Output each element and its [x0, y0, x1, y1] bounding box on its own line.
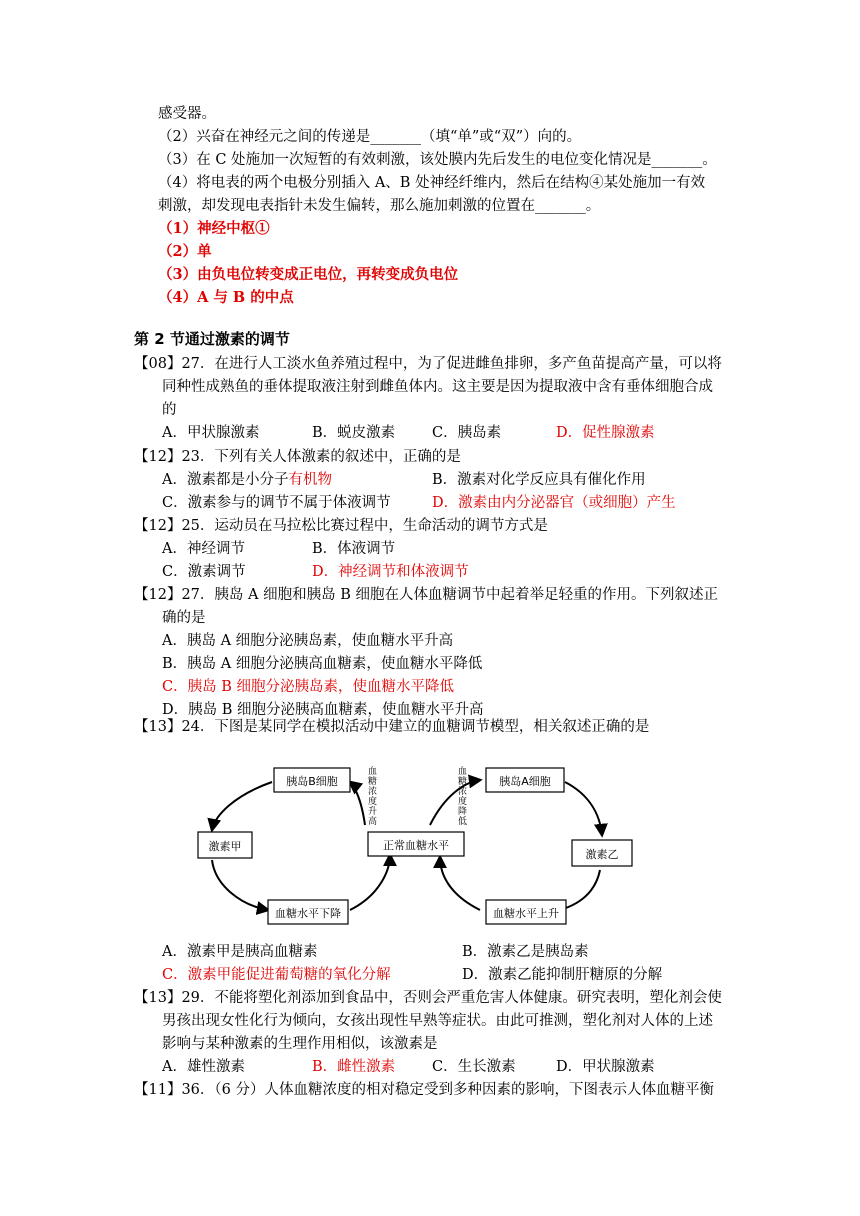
q1-option-b: B．蜕皮激素: [312, 425, 396, 441]
arrow-down-to-normal: [350, 855, 390, 910]
q4-option-b: B．胰岛 A 细胞分泌胰高血糖素，使血糖水平降低: [162, 656, 483, 672]
intro-q4-line2: 刺激，却发现电表指针未发生偏转，那么施加刺激的位置在_______。: [158, 198, 601, 214]
q5-option-d: D．激素乙能抑制肝糖原的分解: [462, 967, 663, 983]
arrow-normal-to-acell: [430, 780, 480, 825]
q3-option-a: A．神经调节: [162, 541, 245, 557]
q1-option-c: C．胰岛素: [432, 425, 502, 441]
q1-option-a: A．甲状腺激素: [162, 425, 260, 441]
q4-option-c: C．胰岛 B 细胞分泌胰岛素，使血糖水平降低: [162, 679, 454, 695]
q3-stem: 【12】25．运动员在马拉松比赛过程中，生命活动的调节方式是: [134, 518, 548, 534]
answer-4: （4）A 与 B 的中点: [158, 289, 294, 306]
box-islet-a-cell: 胰岛A细胞: [499, 775, 551, 788]
intro-q4-line1: （4）将电表的两个电极分别插入 A、B 处神经纤维内，然后在结构④某处施加一有效: [158, 175, 706, 191]
q6-option-b: B．雌性激素: [312, 1059, 396, 1075]
arrow-normal-to-bcell: [350, 782, 365, 825]
q6-stem-line2: 男孩出现女性化行为倾向，女孩出现性早熟等症状。由此可推测，塑化剂对人体的上述: [162, 1013, 713, 1029]
q6-stem-line1: 【13】29．不能将塑化剂添加到食品中，否则会严重危害人体健康。研究表明，塑化剂会使: [134, 990, 722, 1006]
box-blood-sugar-down: 血糖水平下降: [275, 907, 341, 920]
arrow-acell-to-yi: [565, 782, 602, 835]
q6-option-a: A．雄性激素: [162, 1059, 245, 1075]
q5-option-b: B．激素乙是胰岛素: [462, 944, 589, 960]
q2-option-c: C．激素参与的调节不属于体液调节: [162, 495, 391, 511]
label-blood-sugar-fall: 血糖浓度降低: [458, 767, 468, 827]
q2-option-d: D．激素由内分泌器官（或细胞）产生: [432, 495, 676, 511]
intro-line: 感受器。: [158, 106, 216, 122]
box-hormone-yi: 激素乙: [585, 848, 619, 861]
label-blood-sugar-rise: 血糖浓度升高: [368, 767, 378, 827]
q4-option-d: D．胰岛 B 细胞分泌胰高血糖素，使血糖水平升高: [162, 702, 484, 718]
q3-option-c: C．激素调节: [162, 564, 246, 580]
q6-option-d: D．甲状腺激素: [556, 1059, 655, 1075]
answer-3: （3）由负电位转变成正电位，再转变成负电位: [158, 266, 459, 283]
q2-option-a: [162, 470, 332, 490]
box-islet-b-cell: 胰岛B细胞: [286, 775, 338, 788]
q2-stem: 【12】23．下列有关人体激素的叙述中，正确的是: [134, 449, 461, 465]
q4-stem-line2: 确的是: [162, 610, 206, 626]
q1-stem-line1: 【08】27．在进行人工淡水鱼养殖过程中，为了促进雌鱼排卵，多产鱼苗提高产量，可以将: [134, 356, 722, 372]
intro-q2: （2）兴奋在神经元之间的传递是_______（填“单”或“双”）向的。: [158, 129, 582, 145]
q7-stem: 【11】36．（6 分）人体血糖浓度的相对稳定受到多种因素的影响，下图表示人体血糖平衡: [134, 1082, 714, 1098]
q5-stem: 【13】24．下图是某同学在模拟活动中建立的血糖调节模型，相关叙述正确的是: [134, 719, 650, 735]
q2-option-a-text: A．激素都是小分子: [162, 472, 289, 488]
arrow-jia-to-down: [212, 860, 268, 910]
q5-option-a: A．激素甲是胰高血糖素: [162, 944, 318, 960]
q2-option-a-highlight: 有机物: [288, 472, 332, 488]
box-hormone-jia: 激素甲: [208, 840, 242, 853]
q1-stem-line3: 的: [162, 402, 177, 418]
box-blood-sugar-up: 血糖水平上升: [493, 907, 559, 920]
answer-1: （1）神经中枢①: [158, 220, 270, 237]
box-normal-blood-sugar: 正常血糖水平: [383, 839, 449, 852]
answer-2: （2）单: [158, 243, 212, 260]
q1-option-d: D．促性腺激素: [556, 425, 655, 441]
q1-stem-line2: 同种性成熟鱼的垂体提取液注射到雌鱼体内。这主要是因为提取液中含有垂体细胞合成: [162, 379, 713, 395]
arrow-bcell-to-jia: [212, 782, 272, 830]
q3-option-b: B．体液调节: [312, 541, 396, 557]
section-title: 第 2 节通过激素的调节: [134, 330, 290, 348]
intro-q3: （3）在 C 处施加一次短暂的有效刺激，该处膜内先后发生的电位变化情况是_______。: [158, 152, 717, 168]
q6-stem-line3: 影响与某种激素的生理作用相似，该激素是: [162, 1036, 438, 1052]
q6-option-c: C．生长激素: [432, 1059, 516, 1075]
q4-option-a: A．胰岛 A 细胞分泌胰岛素，使血糖水平升高: [162, 633, 454, 649]
blood-sugar-model-diagram: [190, 760, 650, 935]
q2-option-b: B．激素对化学反应具有催化作用: [432, 472, 646, 488]
q3-option-d: D．神经调节和体液调节: [312, 564, 469, 580]
q4-stem-line1: 【12】27．胰岛 A 细胞和胰岛 B 细胞在人体血糖调节中起着举足轻重的作用。下列叙述正: [134, 587, 718, 603]
arrow-up-to-normal: [440, 857, 480, 910]
q5-option-c: C．激素甲能促进葡萄糖的氧化分解: [162, 967, 391, 983]
